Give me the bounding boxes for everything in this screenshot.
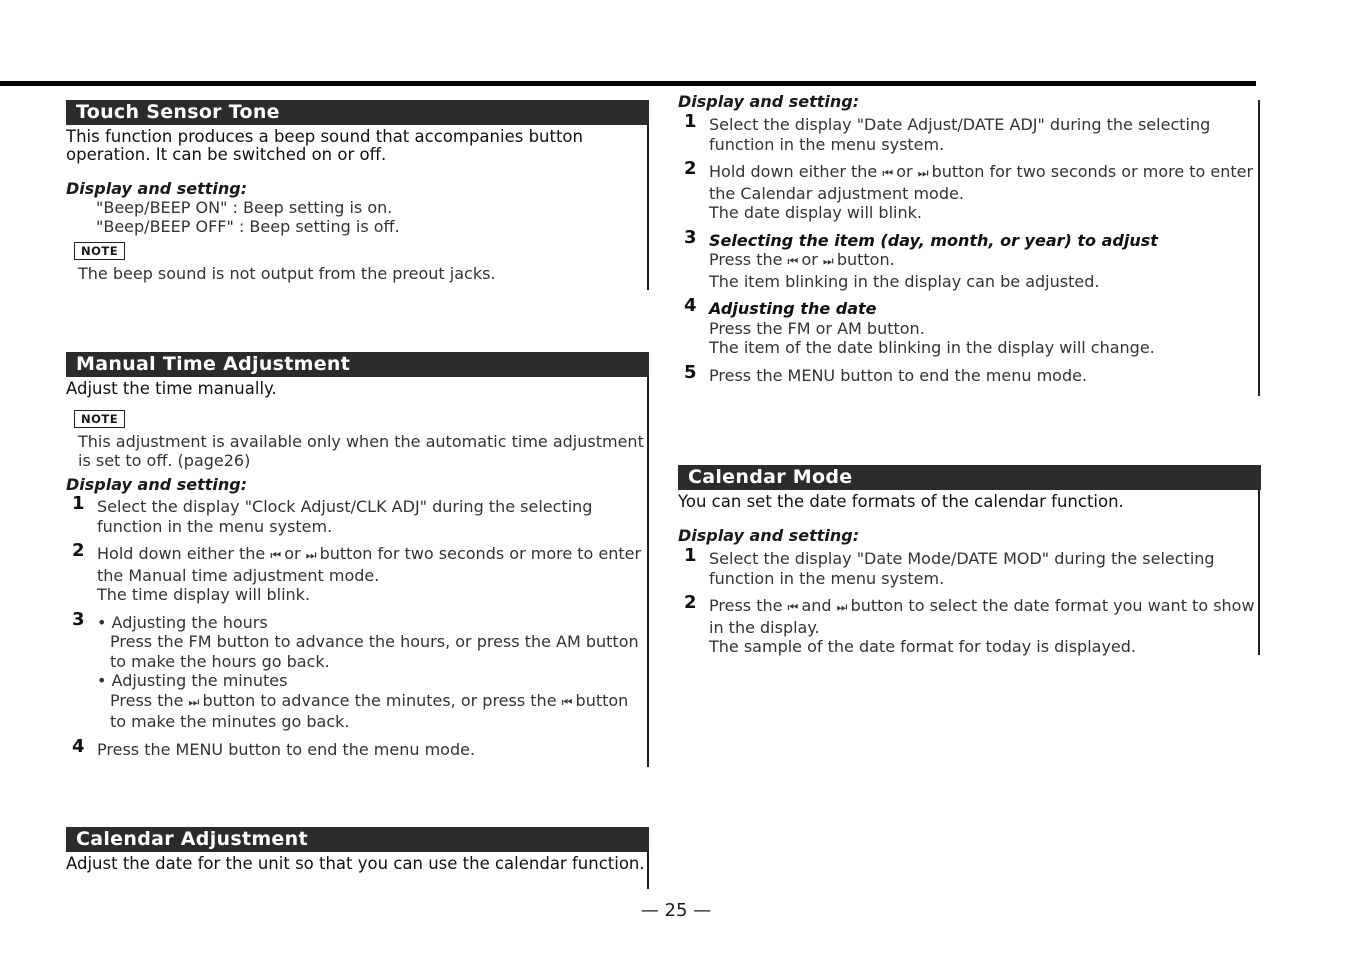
prev-track-icon: ⏮ xyxy=(787,600,797,614)
section-title: Manual Time Adjustment xyxy=(66,352,649,377)
bullet-title: • Adjusting the minutes xyxy=(97,671,288,690)
step xyxy=(678,295,1261,358)
prev-track-icon: ⏮ xyxy=(882,166,892,180)
step-number: 1 xyxy=(684,545,697,566)
display-setting-label: Display and setting: xyxy=(66,179,248,198)
step-text: Hold down either the xyxy=(97,544,266,563)
prev-track-icon: ⏮ xyxy=(561,694,571,709)
setting-line: "Beep/BEEP OFF" : Beep setting is off. xyxy=(96,217,400,236)
step-number: 2 xyxy=(72,540,85,561)
step xyxy=(66,540,649,605)
step xyxy=(678,111,1261,154)
calendar-adjustment-section xyxy=(66,827,649,873)
step-text: Hold down either the xyxy=(709,162,878,181)
note-text: This adjustment is available only when the automatic time adjustment is set to off. (page26) xyxy=(78,432,644,470)
step-text: Select the display "Date Mode/DATE MOD" during the selecting function in the menu system. xyxy=(709,549,1215,588)
section-title: Calendar Mode xyxy=(678,465,1261,490)
step xyxy=(66,735,649,760)
step-number: 5 xyxy=(684,361,697,383)
step-number: 3 xyxy=(72,608,85,630)
next-track-icon: ⏭ xyxy=(188,694,198,709)
bullet-title: • Adjusting the hours xyxy=(97,612,268,632)
step-text: button. xyxy=(836,250,895,269)
bullet-text-part: button to make the minutes go back. xyxy=(110,690,629,731)
step-text: The date display will blink. xyxy=(709,203,922,222)
display-setting-label: Display and setting: xyxy=(678,92,860,111)
step-text: button to select the date format you want to show in the display. xyxy=(709,596,1255,637)
manual-time-section xyxy=(66,352,649,759)
next-track-icon: ⏭ xyxy=(305,548,315,562)
step-text: The time display will blink. xyxy=(97,585,311,604)
step xyxy=(678,226,1261,292)
bullet-text-part: Press the xyxy=(110,690,184,710)
step-text: Press the MENU button to end the menu mode. xyxy=(709,365,1088,385)
note-badge: NOTE xyxy=(74,242,125,260)
step-text: The item blinking in the display can be adjusted. xyxy=(709,271,1100,291)
step-number: 1 xyxy=(72,493,85,514)
right-column xyxy=(678,92,1261,656)
left-column xyxy=(66,100,649,873)
step-text: button for two seconds or more to enter the Manual time adjustment mode. xyxy=(97,544,642,585)
step xyxy=(678,545,1261,588)
step-text: or xyxy=(284,544,301,563)
next-track-icon: ⏭ xyxy=(917,166,927,180)
step-text: button for two seconds or more to enter the Calendar adjustment mode. xyxy=(709,162,1254,203)
calendar-mode-section xyxy=(678,465,1261,657)
section-intro: Adjust the time manually. xyxy=(66,379,277,398)
note-badge: NOTE xyxy=(74,410,125,428)
step-number: 1 xyxy=(684,111,697,132)
next-track-icon: ⏭ xyxy=(822,254,832,268)
section-title: Calendar Adjustment xyxy=(66,827,649,852)
top-rule xyxy=(0,81,1256,86)
step-text: and xyxy=(801,596,832,615)
step xyxy=(678,592,1261,657)
section-intro: Adjust the date for the unit so that you can use the calendar function. xyxy=(66,854,645,873)
step-text: Select the display "Clock Adjust/CLK ADJ" during the selecting function in the menu system. xyxy=(97,497,593,536)
step-text: Press the xyxy=(709,596,783,615)
step xyxy=(678,361,1261,386)
display-setting-label: Display and setting: xyxy=(678,526,860,545)
step-text: Press the MENU button to end the menu mode. xyxy=(97,739,476,759)
page-number: — 25 — xyxy=(640,900,712,921)
step-number: 2 xyxy=(684,592,697,613)
step xyxy=(678,158,1261,223)
section-intro: You can set the date formats of the calendar function. xyxy=(678,492,1124,511)
note-text: The beep sound is not output from the preout jacks. xyxy=(78,264,496,283)
setting-line: "Beep/BEEP ON" : Beep setting is on. xyxy=(96,198,393,217)
step-number: 2 xyxy=(684,158,697,179)
step-text: or xyxy=(801,250,818,269)
step xyxy=(66,493,649,536)
step-text: Press the xyxy=(709,250,783,269)
step-text: Press the FM or AM button. xyxy=(709,318,925,338)
step-text: The item of the date blinking in the display will change. xyxy=(709,338,1155,357)
touch-sensor-section xyxy=(66,100,649,283)
bullet-text xyxy=(97,691,649,732)
step xyxy=(66,608,649,732)
step-text: or xyxy=(896,162,913,181)
step-text: Select the display "Date Adjust/DATE ADJ" during the selecting function in the menu system. xyxy=(709,115,1211,154)
prev-track-icon: ⏮ xyxy=(787,254,797,268)
step-number: 4 xyxy=(684,295,697,316)
bullet-text: Press the FM button to advance the hours, or press the AM button to make the hours go back. xyxy=(110,632,639,671)
step-number: 3 xyxy=(684,226,697,248)
display-setting-label: Display and setting: xyxy=(66,475,248,494)
section-title: Touch Sensor Tone xyxy=(66,100,649,125)
calendar-adjustment-continued xyxy=(678,93,1261,385)
step-number: 4 xyxy=(72,735,85,757)
section-intro: This function produces a beep sound that accompanies button operation. It can be switched on or off. xyxy=(66,127,583,164)
bullet-text-part: button to advance the minutes, or press the xyxy=(202,690,557,710)
step-text: The sample of the date format for today is displayed. xyxy=(709,637,1137,656)
prev-track-icon: ⏮ xyxy=(270,548,280,562)
step-title: Adjusting the date xyxy=(709,299,877,318)
next-track-icon: ⏭ xyxy=(836,600,846,614)
step-title: Selecting the item (day, month, or year) to adjust xyxy=(709,230,1158,250)
